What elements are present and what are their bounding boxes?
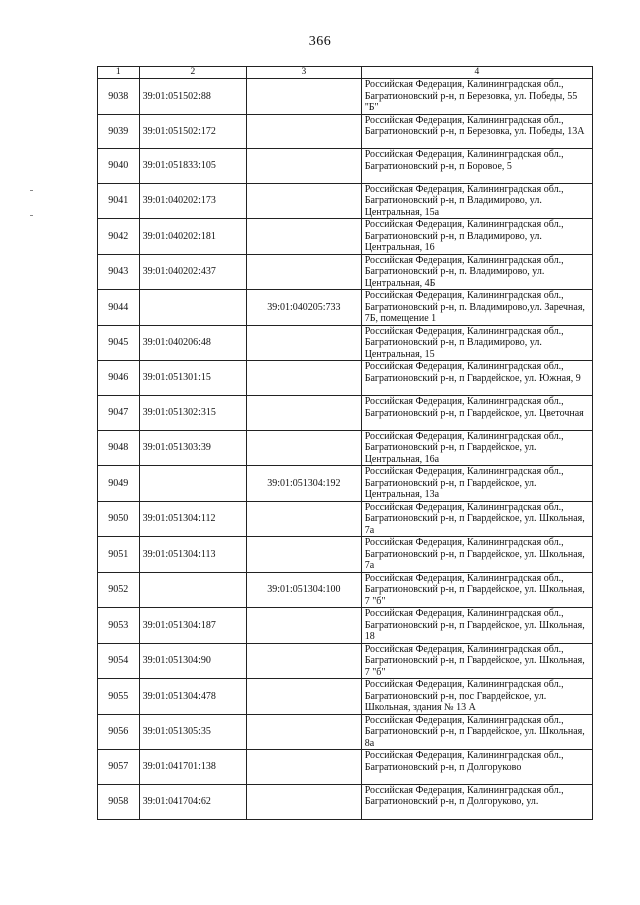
cadastral-number-cell — [139, 290, 247, 326]
address-cell: Российская Федерация, Калининградская обл., Багратионовский р-н, п Березовка, ул. Победы, 55 "Б" — [361, 79, 592, 115]
cadastral-number-cell — [139, 466, 247, 502]
cadastral-number-cell: 39:01:040202:437 — [139, 254, 247, 290]
cadastral-number-cell: 39:01:040206:48 — [139, 325, 247, 361]
cadastral-number-cell — [139, 572, 247, 608]
cadastral-number-cell: 39:01:051303:39 — [139, 430, 247, 466]
cadastral-number-alt-cell — [247, 219, 362, 255]
address-cell: Российская Федерация, Калининградская обл., Багратионовский р-н, пос Гвардейское, ул. Школьная, здания № 13 А — [361, 679, 592, 715]
cadastral-number-alt-cell — [247, 396, 362, 431]
address-cell: Российская Федерация, Калининградская обл., Багратионовский р-н, п Гвардейское, ул. Центральная, 13а — [361, 466, 592, 502]
cadastral-number-cell: 39:01:051305:35 — [139, 714, 247, 750]
cadastral-number-alt-cell — [247, 79, 362, 115]
cadastral-number-alt-cell — [247, 643, 362, 679]
cadastral-number-cell: 39:01:041701:138 — [139, 750, 247, 785]
column-header: 1 — [98, 67, 140, 79]
table-row — [98, 714, 593, 750]
cadastral-number-cell: 39:01:051302:315 — [139, 396, 247, 431]
cadastral-number-alt-cell: 39:01:040205:733 — [247, 290, 362, 326]
address-cell: Российская Федерация, Калининградская обл., Багратионовский р-н, п Владимирово, ул. Центральная, 16 — [361, 219, 592, 255]
address-cell: Российская Федерация, Калининградская обл., Багратионовский р-н, п Гвардейское, ул. Школьная, 18 — [361, 608, 592, 644]
page-number: 366 — [308, 34, 332, 49]
cadastral-number-alt-cell — [247, 501, 362, 537]
table-row — [98, 290, 593, 326]
cadastral-number-alt-cell — [247, 149, 362, 184]
cadastral-number-alt-cell — [247, 679, 362, 715]
cadastral-number-alt-cell — [247, 325, 362, 361]
row-number-cell: 9045 — [98, 325, 140, 361]
table-row — [98, 750, 593, 785]
cadastral-number-cell: 39:01:051304:90 — [139, 643, 247, 679]
row-number-cell: 9048 — [98, 430, 140, 466]
row-number-cell: 9047 — [98, 396, 140, 431]
address-cell: Российская Федерация, Калининградская обл., Багратионовский р-н, п. Владимирово,ул. Заречная, 7Б, помещение 1 — [361, 290, 592, 326]
row-number-cell: 9050 — [98, 501, 140, 537]
cadastral-number-cell: 39:01:051304:187 — [139, 608, 247, 644]
cadastral-number-alt-cell — [247, 714, 362, 750]
table-row — [98, 537, 593, 573]
cadastral-number-cell: 39:01:040202:173 — [139, 183, 247, 219]
scan-mark-left — [30, 190, 33, 191]
table-row — [98, 219, 593, 255]
cadastral-number-alt-cell — [247, 537, 362, 573]
cadastral-number-cell: 39:01:051833:105 — [139, 149, 247, 184]
row-number-cell: 9054 — [98, 643, 140, 679]
table-row — [98, 149, 593, 184]
cadastral-number-cell: 39:01:051304:113 — [139, 537, 247, 573]
cadastral-number-cell: 39:01:041704:62 — [139, 784, 247, 819]
table-row — [98, 430, 593, 466]
table-row — [98, 466, 593, 502]
table-row — [98, 183, 593, 219]
row-number-cell: 9057 — [98, 750, 140, 785]
row-number-cell: 9040 — [98, 149, 140, 184]
table-row — [98, 114, 593, 149]
address-cell: Российская Федерация, Калининградская обл., Багратионовский р-н, п Гвардейское, ул. Южная, 9 — [361, 361, 592, 396]
address-cell: Российская Федерация, Калининградская обл., Багратионовский р-н, п Гвардейское, ул. Школьная, 8а — [361, 714, 592, 750]
cadastral-number-alt-cell: 39:01:051304:100 — [247, 572, 362, 608]
registry-table — [97, 66, 593, 820]
column-header: 4 — [361, 67, 592, 79]
cadastral-number-cell: 39:01:051304:112 — [139, 501, 247, 537]
row-number-cell: 9044 — [98, 290, 140, 326]
address-cell: Российская Федерация, Калининградская обл., Багратионовский р-н, п Долгоруково — [361, 750, 592, 785]
address-cell: Российская Федерация, Калининградская обл., Багратионовский р-н, п Долгоруково, ул. — [361, 784, 592, 819]
address-cell: Российская Федерация, Калининградская обл., Багратионовский р-н, п Боровое, 5 — [361, 149, 592, 184]
address-cell: Российская Федерация, Калининградская обл., Багратионовский р-н, п Гвардейское, ул. Цветочная — [361, 396, 592, 431]
scan-mark-left — [30, 215, 33, 216]
row-number-cell: 9041 — [98, 183, 140, 219]
address-cell: Российская Федерация, Калининградская обл., Багратионовский р-н, п. Владимирово, ул. Центральная, 4Б — [361, 254, 592, 290]
cadastral-number-alt-cell — [247, 254, 362, 290]
row-number-cell: 9042 — [98, 219, 140, 255]
row-number-cell: 9053 — [98, 608, 140, 644]
row-number-cell: 9038 — [98, 79, 140, 115]
row-number-cell: 9058 — [98, 784, 140, 819]
table-row — [98, 361, 593, 396]
row-number-cell: 9039 — [98, 114, 140, 149]
cadastral-number-cell: 39:01:040202:181 — [139, 219, 247, 255]
table-row — [98, 396, 593, 431]
table-header-row — [98, 67, 593, 79]
cadastral-number-cell: 39:01:051301:15 — [139, 361, 247, 396]
cadastral-number-alt-cell — [247, 750, 362, 785]
cadastral-number-alt-cell — [247, 183, 362, 219]
cadastral-number-alt-cell — [247, 784, 362, 819]
address-cell: Российская Федерация, Калининградская обл., Багратионовский р-н, п Гвардейское, ул. Школьная, 7 "б" — [361, 643, 592, 679]
table-row — [98, 254, 593, 290]
cadastral-number-alt-cell — [247, 361, 362, 396]
table-row — [98, 325, 593, 361]
row-number-cell: 9052 — [98, 572, 140, 608]
row-number-cell: 9055 — [98, 679, 140, 715]
table-row — [98, 679, 593, 715]
table-row — [98, 784, 593, 819]
address-cell: Российская Федерация, Калининградская обл., Багратионовский р-н, п Гвардейское, ул. Школьная, 7а — [361, 537, 592, 573]
table-row — [98, 501, 593, 537]
table-row — [98, 79, 593, 115]
address-cell: Российская Федерация, Калининградская обл., Багратионовский р-н, п Гвардейское, ул. Центральная, 16а — [361, 430, 592, 466]
address-cell: Российская Федерация, Калининградская обл., Багратионовский р-н, п Владимирово, ул. Центральная, 15 — [361, 325, 592, 361]
cadastral-number-alt-cell — [247, 608, 362, 644]
row-number-cell: 9046 — [98, 361, 140, 396]
cadastral-number-alt-cell — [247, 430, 362, 466]
address-cell: Российская Федерация, Калининградская обл., Багратионовский р-н, п Владимирово, ул. Центральная, 15а — [361, 183, 592, 219]
column-header: 3 — [247, 67, 362, 79]
cadastral-number-cell: 39:01:051304:478 — [139, 679, 247, 715]
column-header: 2 — [139, 67, 247, 79]
address-cell: Российская Федерация, Калининградская обл., Багратионовский р-н, п Березовка, ул. Победы, 13А — [361, 114, 592, 149]
cadastral-number-cell: 39:01:051502:172 — [139, 114, 247, 149]
row-number-cell: 9043 — [98, 254, 140, 290]
table-body — [98, 79, 593, 820]
table-row — [98, 572, 593, 608]
cadastral-number-cell: 39:01:051502:88 — [139, 79, 247, 115]
address-cell: Российская Федерация, Калининградская обл., Багратионовский р-н, п Гвардейское, ул. Школьная, 7а — [361, 501, 592, 537]
cadastral-number-alt-cell: 39:01:051304:192 — [247, 466, 362, 502]
table-row — [98, 643, 593, 679]
address-cell: Российская Федерация, Калининградская обл., Багратионовский р-н, п Гвардейское, ул. Школьная, 7 "б" — [361, 572, 592, 608]
cadastral-number-alt-cell — [247, 114, 362, 149]
row-number-cell: 9056 — [98, 714, 140, 750]
row-number-cell: 9051 — [98, 537, 140, 573]
table-row — [98, 608, 593, 644]
row-number-cell: 9049 — [98, 466, 140, 502]
